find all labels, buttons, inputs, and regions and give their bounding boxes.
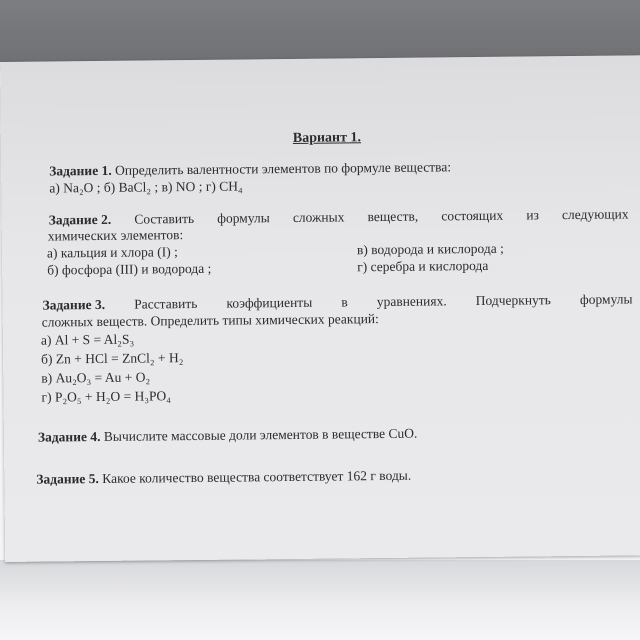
task3-equation-v: в) Au₂O₃ = Au + O₂ [41,369,151,386]
task5-text: Какое количество вещества соответствует 162 г воды. [102,467,412,486]
task2-word: веществ, [367,208,419,225]
task3-word: уравнениях. [376,293,447,310]
task2-option-g: г) серебра и кислорода [357,257,489,275]
variant-title: Вариант 1. [292,130,362,146]
task2-option-v: в) водорода и кислорода ; [356,240,504,258]
task2-line1 [49,206,629,228]
task4-text: Вычислите массовые доли элементов в веществе CuO. [103,425,418,444]
task2-word: формулы [217,210,270,226]
task3-word: формулы [579,291,633,307]
task3-equation-a: а) Al + S = Al₂S₃ [40,331,135,348]
task3-equation-g: г) P₂O₅ + H₂O = H₃PO₄ [41,388,172,405]
task1-line [49,159,451,179]
task5-line [36,468,411,488]
task2-word: состоящих [441,207,504,224]
task1-options: а) Na₂O ; б) BaCl₂ ; в) NO ; г) CH₄ [49,178,243,196]
task3-label: Задание 3. [42,296,106,313]
task4-label: Задание 4. [37,428,101,445]
background-bottom [0,560,640,640]
task3-word: Подчеркнуть [475,292,551,309]
task2-word: Составить [134,210,195,227]
task2-word: следующих [561,206,629,223]
task1-text: Определить валентности элементов по формуле вещества: [114,159,452,178]
task1-label: Задание 1. [49,162,112,179]
task3-word: в [341,294,348,310]
task3-line2: сложных веществ. Определить типы химических реакций: [41,311,379,330]
task2-label: Задание 2. [48,211,112,228]
paper-sheet [0,55,640,562]
task4-line [38,426,418,446]
task2-word: из [526,207,539,223]
task2-option-a: а) кальция и хлора (I) ; [46,244,178,261]
task3-word: коэффициенты [226,294,313,311]
task5-label: Задание 5. [36,470,99,487]
task3-equation-b: б) Zn + HCl = ZnCl₂ + H₂ [41,350,184,367]
task2-word: сложных [292,209,345,225]
task2-option-b: б) фосфора (III) и водорода ; [47,260,212,278]
task2-line2: химических элементов: [47,227,184,244]
task3-line1 [42,291,632,313]
task3-word: Расставить [134,295,198,312]
